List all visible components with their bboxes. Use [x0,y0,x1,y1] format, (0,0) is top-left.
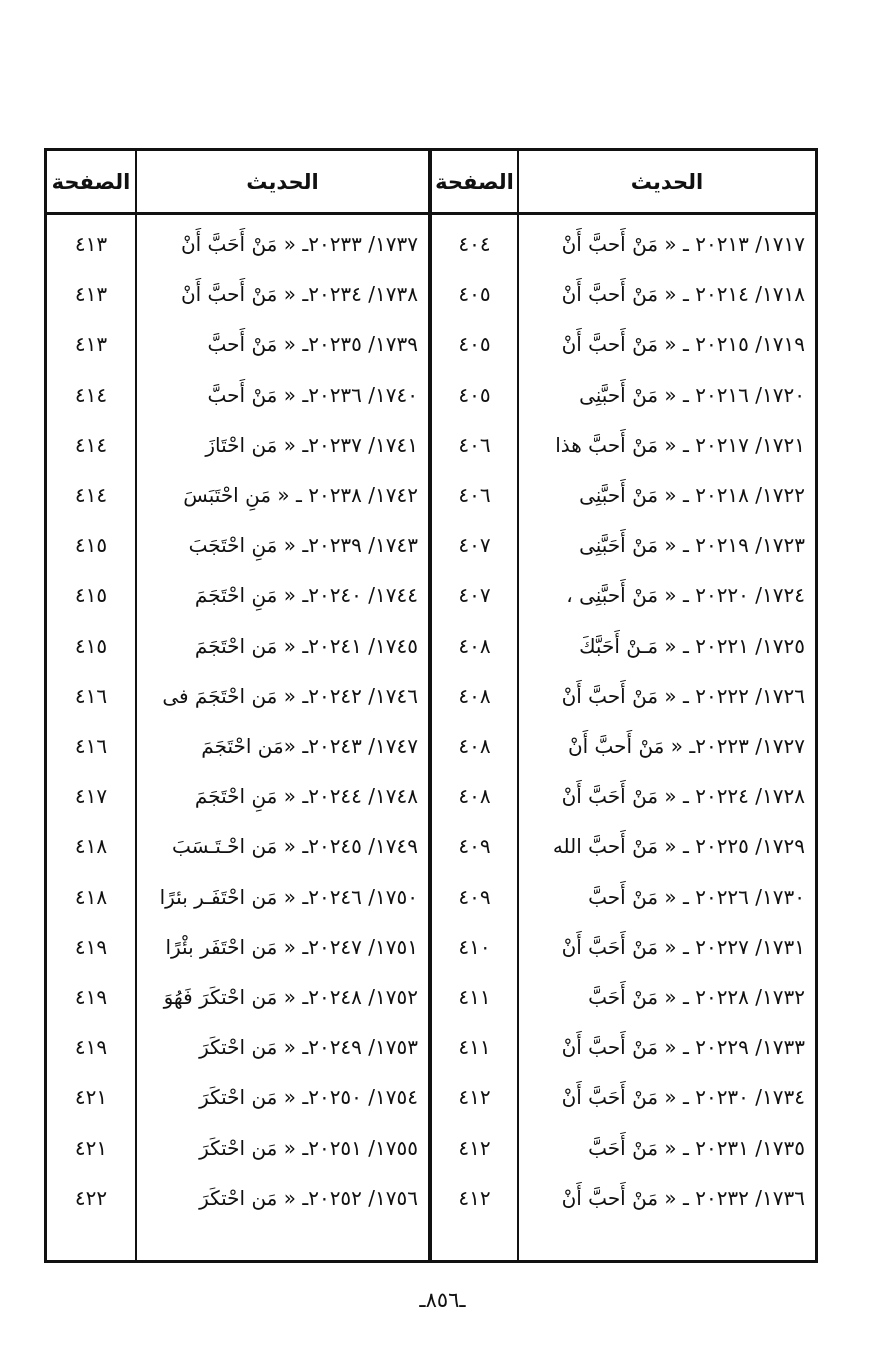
page-reference: ٤١٧ [74,784,108,809]
page-reference: ٤٠٨ [458,633,491,658]
hadith-entry: ١٧٥٥/ ٢٠٢٥١ـ « مَن احْتكَرَ [199,1135,418,1160]
page-reference: ٤١٥ [74,633,108,658]
hadith-entry: ١٧٤٨/ ٢٠٢٤٤ـ « مَنِ احْتَجَمَ [194,784,418,809]
page-reference: ٤١٢ [458,1135,491,1160]
hadith-entry: ١٧٤٠/ ٢٠٢٣٦ـ « مَنْ أَحبَّ [207,382,418,407]
page-reference: ٤١٦ [74,734,108,758]
page-reference: ٤١٣ [74,282,108,307]
hadith-entry: ١٧٢٥/ ٢٠٢٢١ ـ « مَـنْ أَحَبَّكَ [579,633,805,658]
page-reference: ٤٠٩ [458,834,491,859]
hadith-entry: ١٧٣٤/ ٢٠٢٣٠ ـ « مَنْ أَحَبَّ أَنْ [561,1085,805,1110]
page-reference: ٤٠٨ [458,734,491,758]
hadith-entry: ١٧٥٠/ ٢٠٢٤٦ـ « مَن احْتَفَـر بئرًا [159,884,418,909]
hadith-entry: ١٧٢٠/ ٢٠٢١٦ ـ « مَنْ أَحبَّنِى [579,382,805,407]
page-reference: ٤٠٩ [458,884,491,909]
page-reference: ٤٠٥ [458,282,491,307]
page-reference: ٤١٦ [74,683,108,708]
hadith-entry: ١٧٣١/ ٢٠٢٢٧ ـ « مَنْ أَحَبَّ أَنْ [561,934,805,959]
header-divider [47,212,815,215]
hadith-entry: ١٧١٩/ ٢٠٢١٥ ـ « مَنْ أَحبَّ أَنْ [561,332,805,357]
hadith-entry: ١٧٢٣/ ٢٠٢١٩ ـ « مَنْ أَحَبَّنِى [579,533,805,558]
hadith-entry: ١٧٣٩/ ٢٠٢٣٥ـ « مَنْ أَحبَّ [207,332,418,357]
page-reference: ٤٢١ [74,1135,108,1160]
table-row [47,420,815,470]
hadith-entry: ١٧٢٢/ ٢٠٢١٨ ـ « مَنْ أَحبَّنِى [579,483,805,507]
table-row [47,269,815,319]
page-reference: ٤١٤ [74,483,108,507]
header-right-page: الصفحة [435,169,514,194]
table-row [47,520,815,570]
page-number: ـ٨٥٦ـ [419,1288,466,1312]
hadith-entry: ١٧٤٩/ ٢٠٢٤٥ـ « مَن احْـتَـسَبَ [171,834,418,859]
hadith-entry: ١٧٥٣/ ٢٠٢٤٩ـ « مَن احْتكَرَ [199,1035,418,1060]
page-reference: ٤١٤ [74,432,108,457]
page-reference: ٤٠٥ [458,332,491,357]
hadith-entry: ١٧٢٩/ ٢٠٢٢٥ ـ « مَنْ أَحبَّ الله [552,834,805,859]
hadith-entry: ١٧٢١/ ٢٠٢١٧ ـ « مَنْ أَحبَّ هذا [555,432,805,457]
hadith-entry: ١٧٥٢/ ٢٠٢٤٨ـ « مَن احْتكَرَ فَهُوَ [163,985,418,1009]
page-reference: ٤١٥ [74,583,108,608]
page-reference: ٤٠٦ [458,432,491,457]
hadith-entry: ١٧٣٢/ ٢٠٢٢٨ ـ « مَنْ أَحَبَّ [588,985,805,1009]
table-row [47,1123,815,1173]
table-row [47,771,815,821]
page-reference: ٤١١ [458,1035,491,1060]
hadith-entry: ١٧٢٤/ ٢٠٢٢٠ ـ « مَنْ أَحبَّنِى ، [566,583,805,608]
table-row [47,671,815,721]
table-row [47,872,815,922]
table-row [47,972,815,1022]
hadith-entry: ١٧٤٢/ ٢٠٢٣٨ ـ « مَنِ احْتَبَسَ [183,483,418,507]
hadith-entry: ١٧٥٤/ ٢٠٢٥٠ـ « مَن احْتكَرَ [199,1085,418,1110]
table-row [47,370,815,420]
hadith-entry: ١٧٤٣/ ٢٠٢٣٩ـ « مَنِ احْتَجَبَ [188,533,418,558]
page-reference: ٤٠٨ [458,784,491,809]
hadith-index-table [44,148,818,1263]
table-row [47,721,815,771]
page-reference: ٤٢٢ [74,1185,108,1210]
page-reference: ٤١٢ [458,1085,491,1110]
page-reference: ٤١٥ [74,533,108,558]
table-row [47,570,815,620]
hadith-entry: ١٧٣٣/ ٢٠٢٢٩ ـ « مَنْ أَحبَّ أَنْ [561,1035,805,1060]
table-row [47,470,815,520]
hadith-entry: ١٧٤٧/ ٢٠٢٤٣ـ «مَن احْتَجَمَ [201,734,418,758]
table-row [47,621,815,671]
table-row [47,319,815,369]
page-reference: ٤١٣ [74,232,108,256]
page-reference: ٤٠٤ [458,232,491,256]
hadith-entry: ١٧٢٧/ ٢٠٢٢٣ـ « مَنْ أَحبَّ أَنْ [567,734,805,758]
hadith-entry: ١٧٣٦/ ٢٠٢٣٢ ـ « مَنْ أَحبَّ أَنْ [561,1185,805,1210]
page-reference: ٤٠٦ [458,483,491,507]
page-reference: ٤٢١ [74,1085,108,1110]
table-row [47,1173,815,1223]
table-row [47,821,815,871]
hadith-entry: ١٧٤١/ ٢٠٢٣٧ـ « مَن احْتَازَ [205,432,418,457]
hadith-entry: ١٧٤٤/ ٢٠٢٤٠ـ « مَنِ احْتَجَمَ [194,583,418,608]
table-row [47,922,815,972]
page-reference: ٤٠٥ [458,382,491,407]
header-left-hadith: الحديث [246,169,319,194]
hadith-entry: ١٧١٧/ ٢٠٢١٣ ـ « مَنْ أَحبَّ أَنْ [561,232,805,256]
header-right-hadith: الحديث [630,169,704,194]
page-reference: ٤١٠ [458,934,491,959]
page-reference: ٤١٤ [74,382,108,407]
hadith-entry: ١٧٤٦/ ٢٠٢٤٢ـ « مَن احْتَجَمَ فى [162,683,418,708]
page-reference: ٤١٩ [74,985,108,1009]
page-reference: ٤١٣ [74,332,108,357]
hadith-entry: ١٧٥١/ ٢٠٢٤٧ـ « مَن احْتَفَر بئْرًا [165,934,418,959]
hadith-entry: ١٧٢٨/ ٢٠٢٢٤ ـ « مَنْ أَحَبَّ أَنْ [561,784,805,809]
hadith-entry: ١٧١٨/ ٢٠٢١٤ ـ « مَنْ أَحبَّ أَنْ [561,282,805,307]
hadith-entry: ١٧٢٦/ ٢٠٢٢٢ ـ « مَنْ أَحبَّ أَنْ [561,683,805,708]
hadith-entry: ١٧٣٧/ ٢٠٢٣٣ـ « مَنْ أَحَبَّ أَنْ [180,232,418,256]
page-reference: ٤٠٨ [458,683,491,708]
page-reference: ٤١٨ [74,884,108,909]
page-reference: ٤١٩ [74,934,108,959]
hadith-entry: ١٧٣٠/ ٢٠٢٢٦ ـ « مَنْ أَحبَّ [588,884,805,909]
page-reference: ٤١٨ [74,834,108,859]
hadith-entry: ١٧٥٦/ ٢٠٢٥٢ـ « مَن احْتكَرَ [199,1185,418,1210]
hadith-entry: ١٧٤٥/ ٢٠٢٤١ـ « مَن احْتَجَمَ [194,633,418,658]
header-left-page: الصفحة [51,169,131,194]
page-reference: ٤١١ [458,985,491,1009]
page-reference: ٤٠٧ [458,533,491,558]
page-reference: ٤٠٧ [458,583,491,608]
table-row [47,219,815,269]
table-row [47,1022,815,1072]
page-reference: ٤١٢ [458,1185,491,1210]
page-reference: ٤١٩ [74,1035,108,1060]
hadith-entry: ١٧٣٥/ ٢٠٢٣١ ـ « مَنْ أَحَبَّ [588,1135,805,1160]
hadith-entry: ١٧٣٨/ ٢٠٢٣٤ـ « مَنْ أَحبَّ أَنْ [180,282,418,307]
table-row [47,1072,815,1122]
